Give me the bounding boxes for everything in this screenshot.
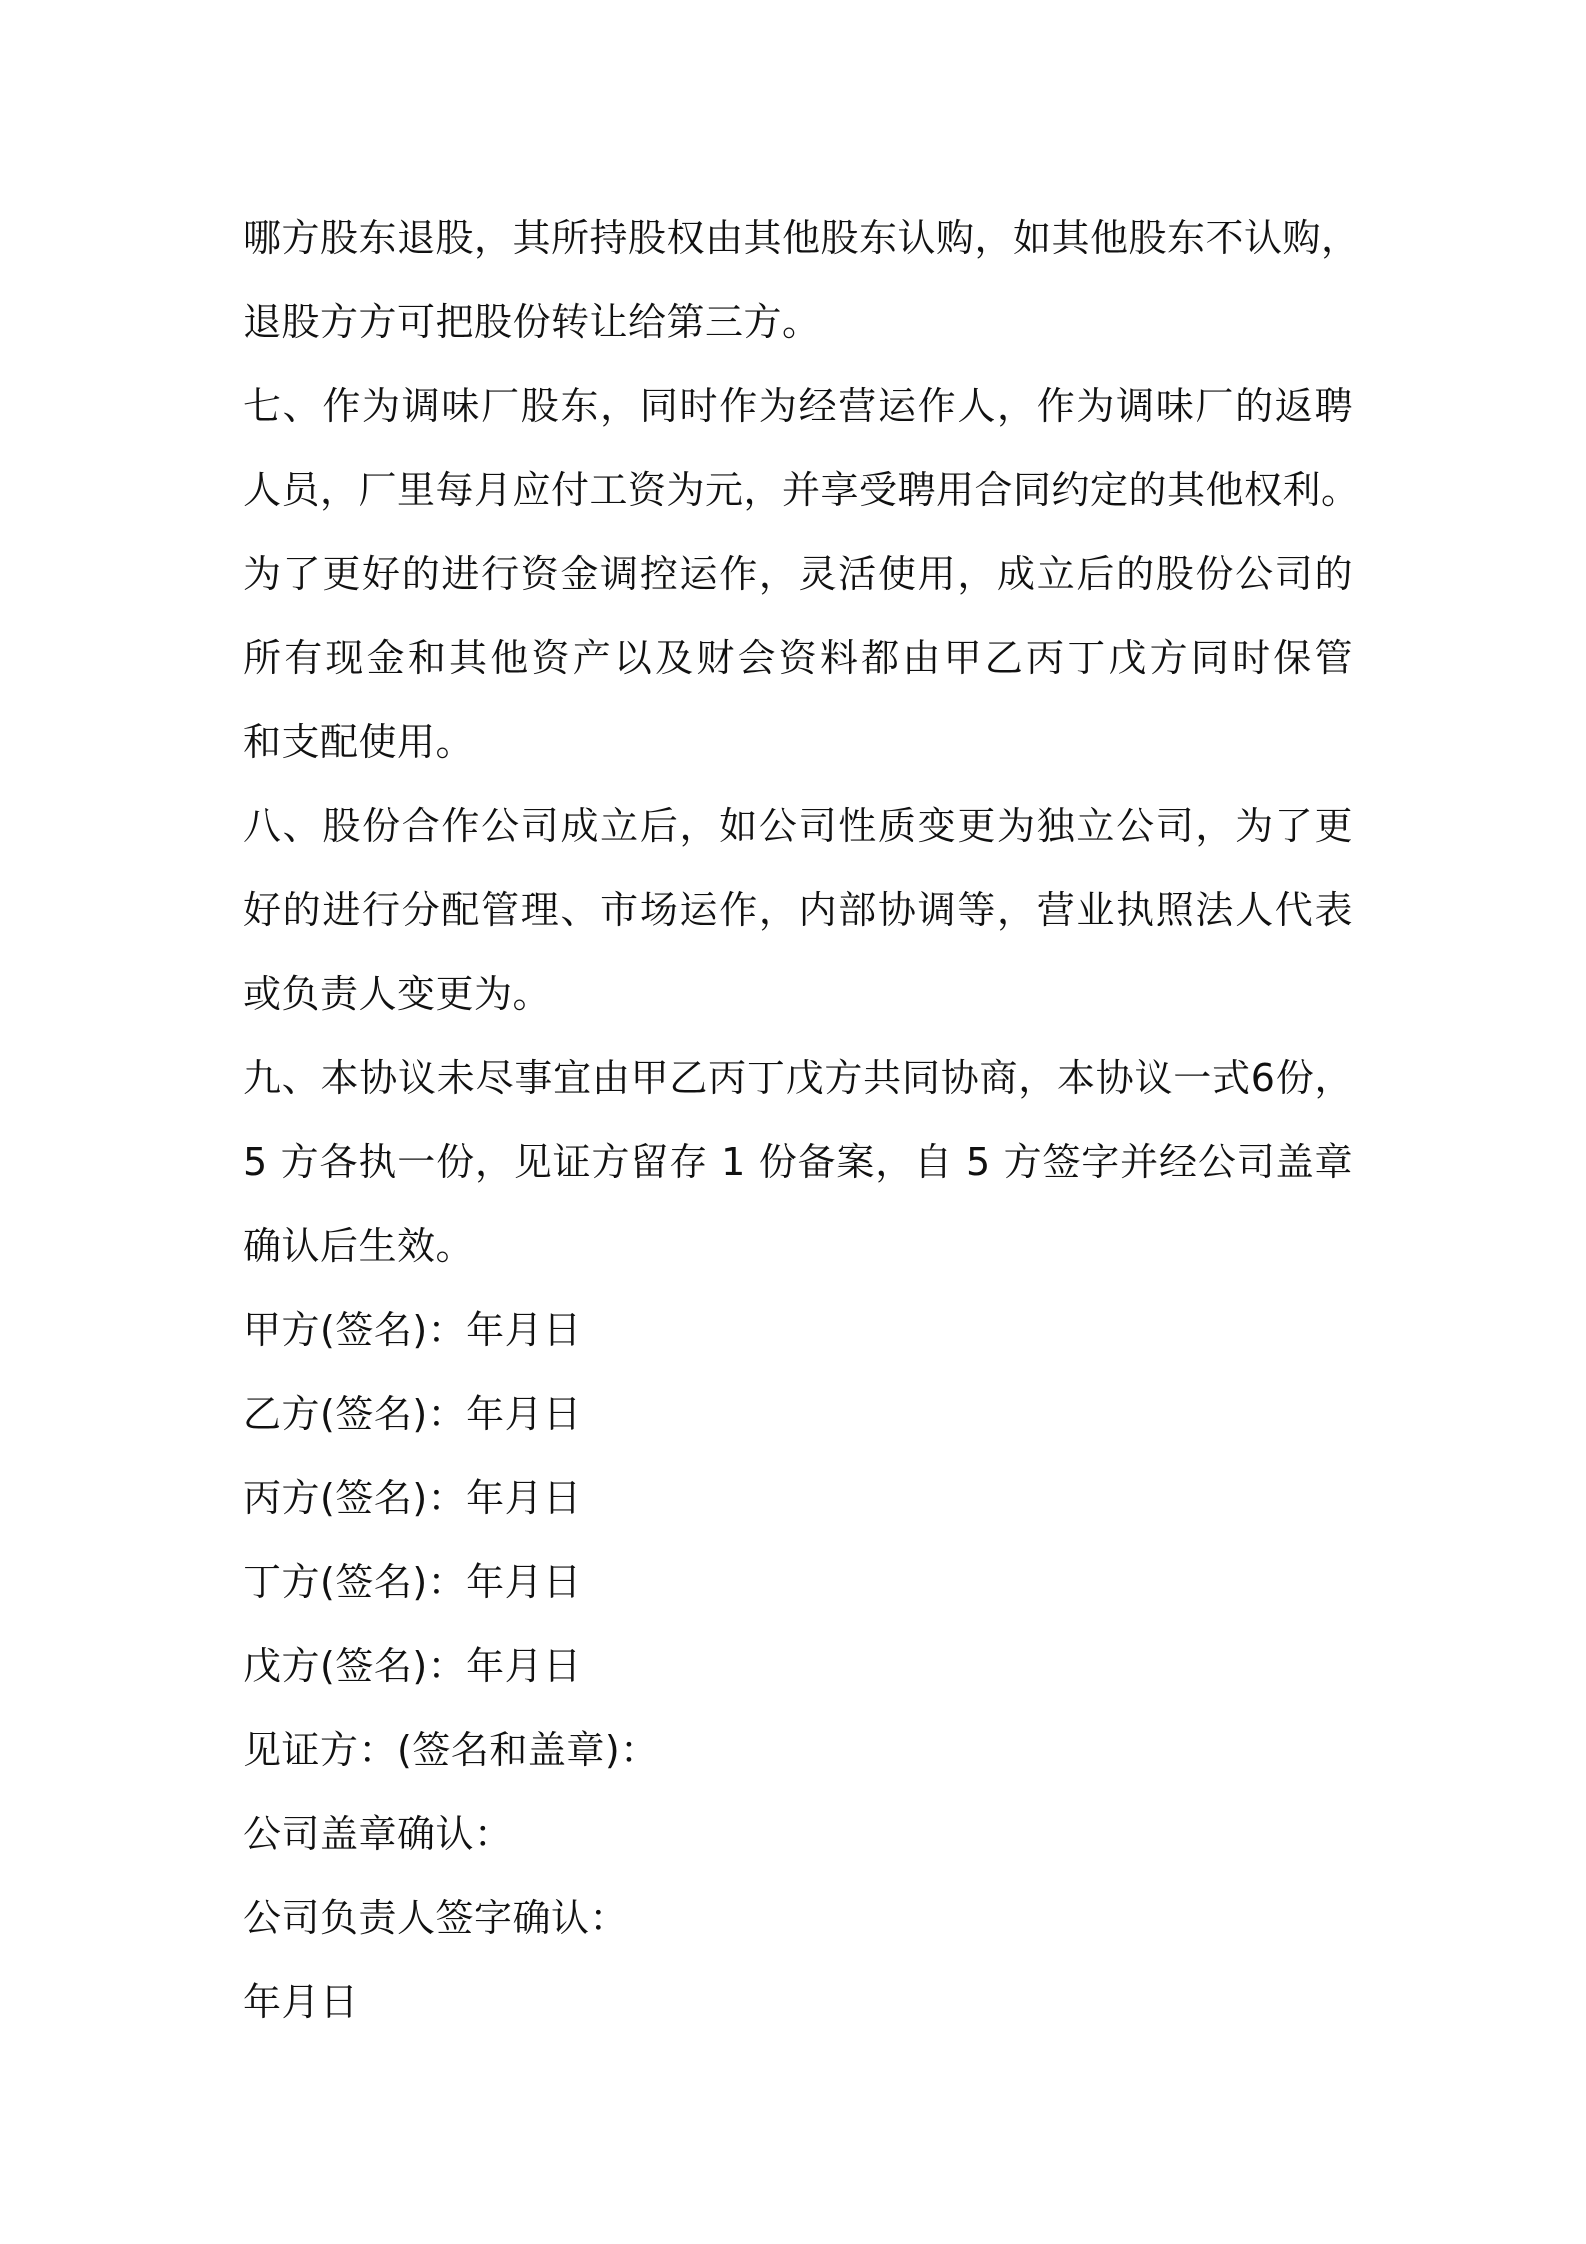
text-line: 确认后生效。 [243, 1224, 475, 1268]
date-line: 年月日 [243, 1980, 359, 2024]
signature-line-party-a: 甲方(签名)：年月日 [243, 1308, 582, 1352]
company-head-signature-line: 公司负责人签字确认： [243, 1896, 629, 1940]
section-seven-line: 七、作为调味厂股东，同时作为经营运作人，作为调味厂的返聘 [243, 384, 1353, 428]
section-eight-line: 八、股份合作公司成立后，如公司性质变更为独立公司，为了更 [243, 804, 1353, 848]
text-line: 人员，厂里每月应付工资为元，并享受聘用合同约定的其他权利。 [243, 468, 1360, 512]
text-line: 所有现金和其他资产以及财会资料都由甲乙丙丁戊方同时保管 [243, 636, 1353, 680]
text-line: 好的进行分配管理、市场运作，内部协调等，营业执照法人代表 [243, 888, 1353, 932]
text-line: 5 方各执一份，见证方留存 1 份备案，自 5 方签字并经公司盖章 [243, 1140, 1353, 1184]
section-nine-line: 九、本协议未尽事宜由甲乙丙丁戊方共同协商，本协议一式6份， [243, 1056, 1353, 1100]
text-line: 哪方股东退股，其所持股权由其他股东认购，如其他股东不认购， [243, 216, 1360, 260]
text-line: 退股方方可把股份转让给第三方。 [243, 300, 821, 344]
signature-line-party-e: 戊方(签名)：年月日 [243, 1644, 582, 1688]
document-body [243, 196, 1360, 2044]
text-line: 为了更好的进行资金调控运作，灵活使用，成立后的股份公司的 [243, 552, 1353, 596]
text-line: 或负责人变更为。 [243, 972, 552, 1016]
company-seal-line: 公司盖章确认： [243, 1812, 513, 1856]
signature-line-party-d: 丁方(签名)：年月日 [243, 1560, 582, 1604]
witness-signature-line: 见证方：(签名和盖章)： [243, 1728, 659, 1772]
text-line: 和支配使用。 [243, 720, 475, 764]
signature-line-party-c: 丙方(签名)：年月日 [243, 1476, 582, 1520]
signature-line-party-b: 乙方(签名)：年月日 [243, 1392, 582, 1436]
